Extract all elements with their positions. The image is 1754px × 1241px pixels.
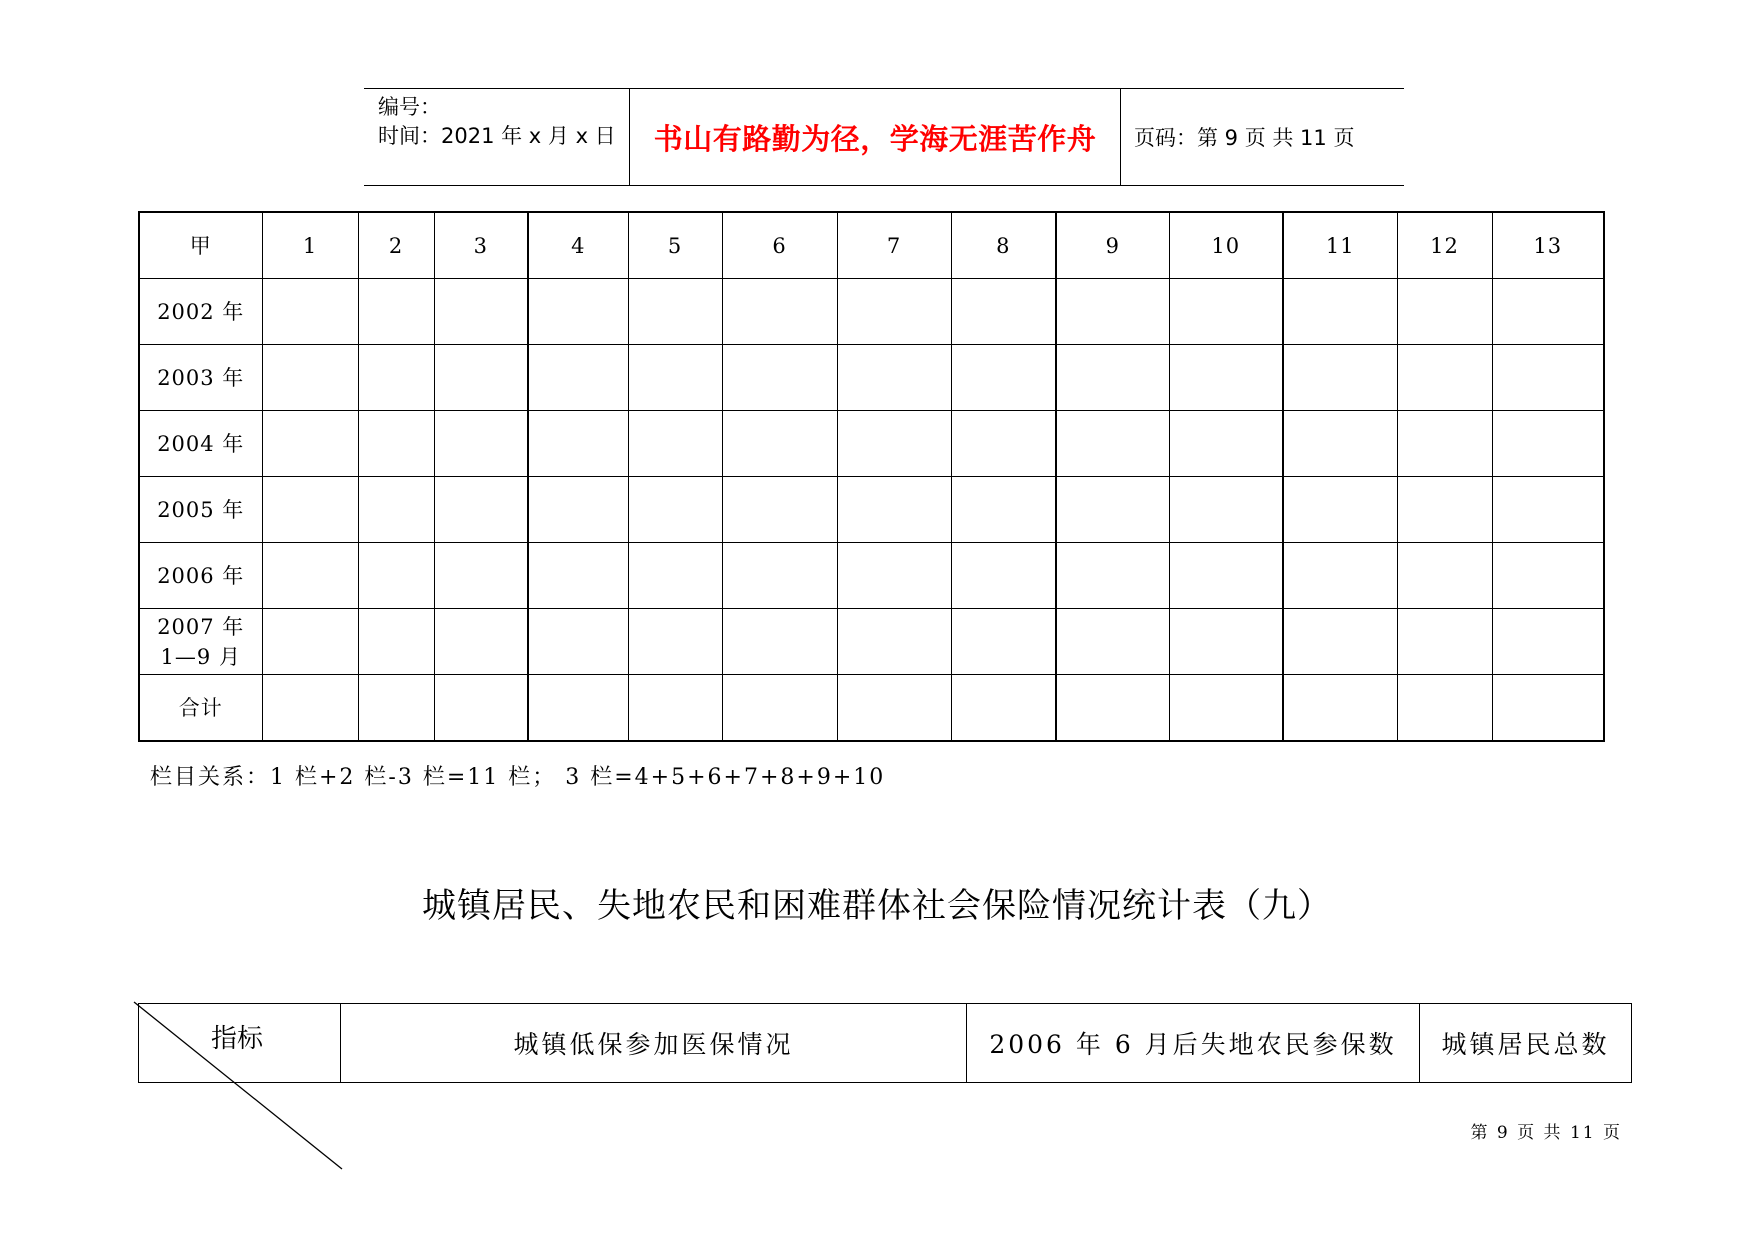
insurance-header-row [139,1004,1632,1083]
table-total-row [139,675,1604,742]
table-header-row [139,212,1604,279]
corner-header-cell [139,1004,341,1083]
row-label: 2002 年 [139,279,262,345]
header-page-cell [1121,89,1404,185]
header-cell: 9 [1056,212,1169,279]
table-row [139,411,1604,477]
section-title: 城镇居民、失地农民和困难群体社会保险情况统计表（九） [422,886,1332,926]
motto-text: 书山有路勤为径，学海无涯苦作舟 [653,121,1097,156]
statistics-table [138,211,1605,742]
indicator-label: 指标 [211,1024,264,1054]
header-cell: 13 [1492,212,1604,279]
table-row [139,543,1604,609]
page-footer: 第 9 页 共 11 页 [1470,1123,1622,1143]
document-header [364,88,1404,186]
row-label-line: 2007 年 [157,614,245,639]
insurance-table [138,1003,1632,1083]
header-cell: 8 [951,212,1056,279]
header-cell: 3 [434,212,528,279]
header-cell: 12 [1397,212,1492,279]
table-row [139,279,1604,345]
header-info-cell [364,89,630,185]
table-row [139,477,1604,543]
row-label: 2005 年 [139,477,262,543]
header-cell: 城镇居民总数 [1420,1004,1632,1083]
header-cell: 城镇低保参加医保情况 [341,1004,967,1083]
row-label-line: 1—9 月 [160,644,241,669]
column-relationship-note: 栏目关系：1 栏+2 栏-3 栏=11 栏； 3 栏=4+5+6+7+8+9+10 [150,765,886,790]
header-cell: 2 [358,212,434,279]
header-cell: 4 [528,212,628,279]
row-label: 2006 年 [139,543,262,609]
header-cell: 2006 年 6 月后失地农民参保数 [967,1004,1420,1083]
header-cell: 甲 [139,212,262,279]
row-label: 合计 [139,675,262,742]
table-row [139,345,1604,411]
header-motto-cell [630,89,1121,185]
header-cell: 10 [1169,212,1283,279]
header-cell: 6 [722,212,837,279]
row-label [139,609,262,675]
row-label: 2004 年 [139,411,262,477]
document-number-label: 编号： [378,95,441,119]
header-cell: 11 [1283,212,1397,279]
header-page-number: 页码：第 9 页 共 11 页 [1134,126,1355,150]
row-label: 2003 年 [139,345,262,411]
header-cell: 1 [262,212,358,279]
document-date: 时间：2021 年 x 月 x 日 [378,124,616,148]
table-row [139,609,1604,675]
header-cell: 5 [628,212,722,279]
header-cell: 7 [837,212,951,279]
